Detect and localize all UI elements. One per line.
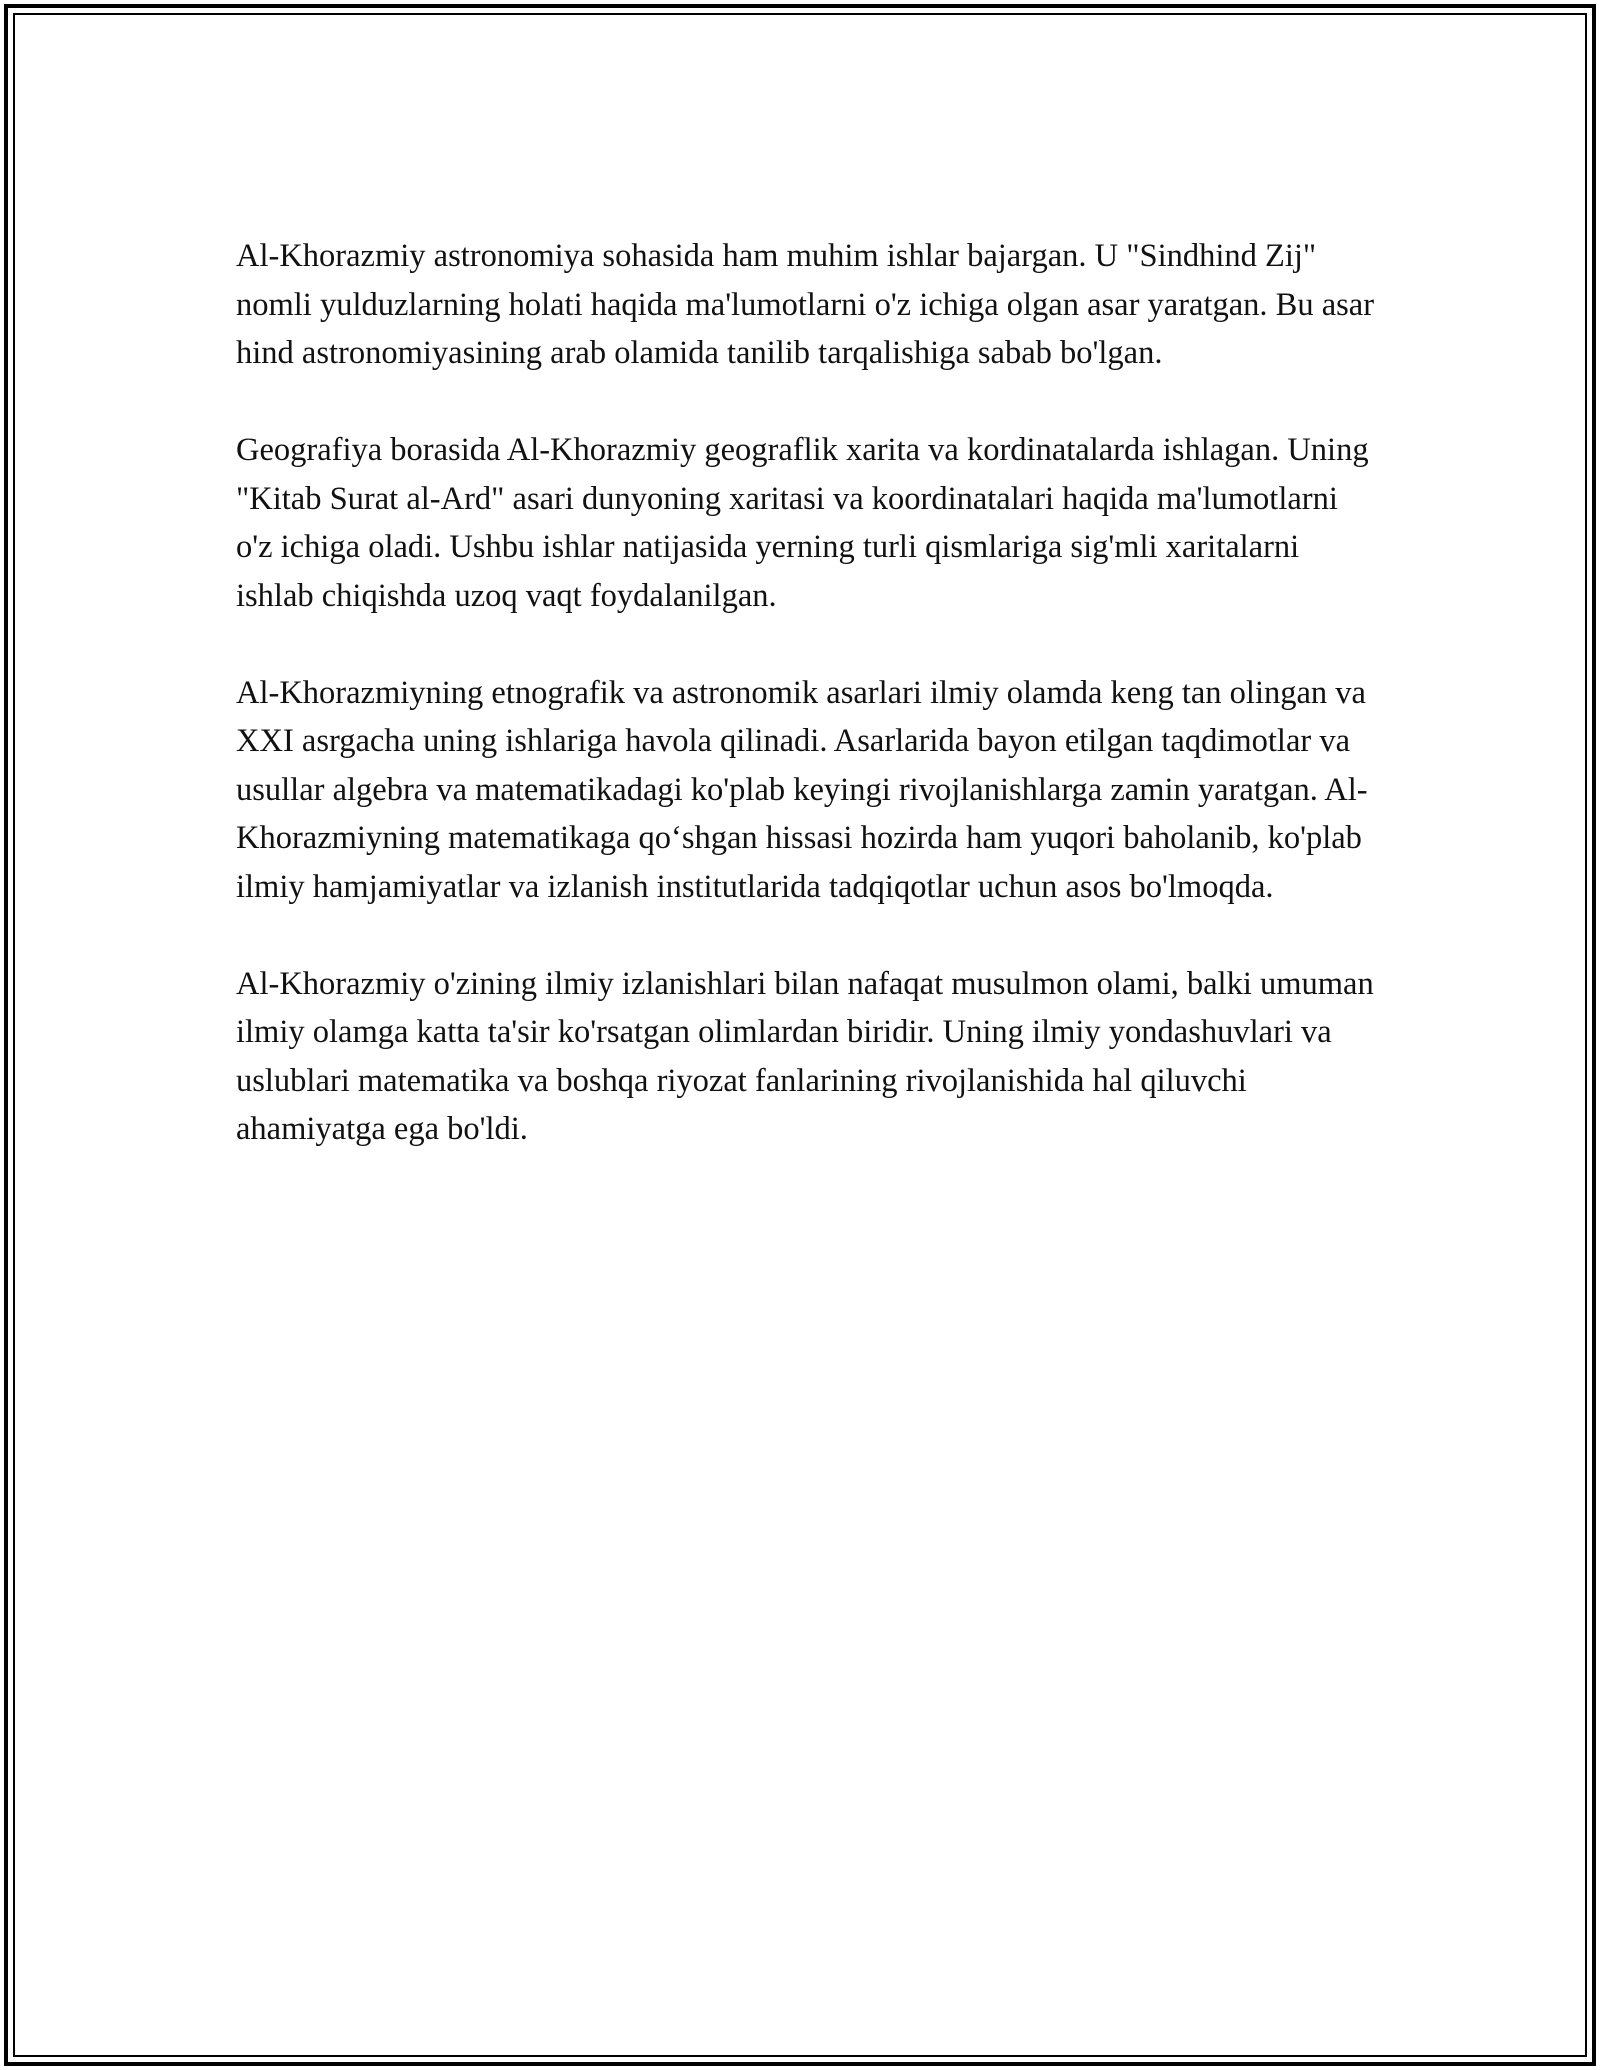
paragraph-astronomy: Al-Khorazmiy astronomiya sohasida ham muhim ishlar bajargan. U "Sindhind Zij" nomli yulduzlarning holati haqida ma'lumotlarni o'z ichiga olgan asar yaratgan. Bu asar hind astronomiyasining arab olamida tanilib tarqalishiga sabab bo'lgan. [236, 238, 1375, 371]
paragraph-geography: Geografiya borasida Al-Khorazmiy geograflik xarita va kordinatalarda ishlagan. Uning "Kitab Surat al-Ard" asari dunyoning xaritasi va koordinatalari haqida ma'lumotlarni o'z ichiga oladi. Ushbu ishlar natijasida yerning turli qismlariga sig'mli xaritalarni ishlab chiqishda uzoq vaqt foydalanilgan. [236, 432, 1369, 614]
paragraph-influence: Al-Khorazmiy o'zining ilmiy izlanishlari bilan nafaqat musulmon olami, balki umuman ilmiy olamga katta ta'sir ko'rsatgan olimlardan biridir. Uning ilmiy yondashuvlari va uslublari matematika va boshqa riyozat fanlarining rivojlanishida hal qiluvchi ahamiyatga ega bo'ldi. [236, 965, 1374, 1147]
paragraph-legacy: Al-Khorazmiyning etnografik va astronomik asarlari ilmiy olamda keng tan olingan va XXI asrgacha uning ishlariga havola qilinadi. Asarlarida bayon etilgan taqdimotlar va usullar algebra va matematikadagi ko'plab keyingi rivojlanishlarga zamin yaratgan. Al-Khorazmiyning matematikaga qo‘shgan hissasi hozirda ham yuqori baholanib, ko'plab ilmiy hamjamiyatlar va izlanish institutlarida tadqiqotlar uchun asos bo'lmoqda. [236, 674, 1368, 905]
document-body [236, 232, 1376, 1202]
